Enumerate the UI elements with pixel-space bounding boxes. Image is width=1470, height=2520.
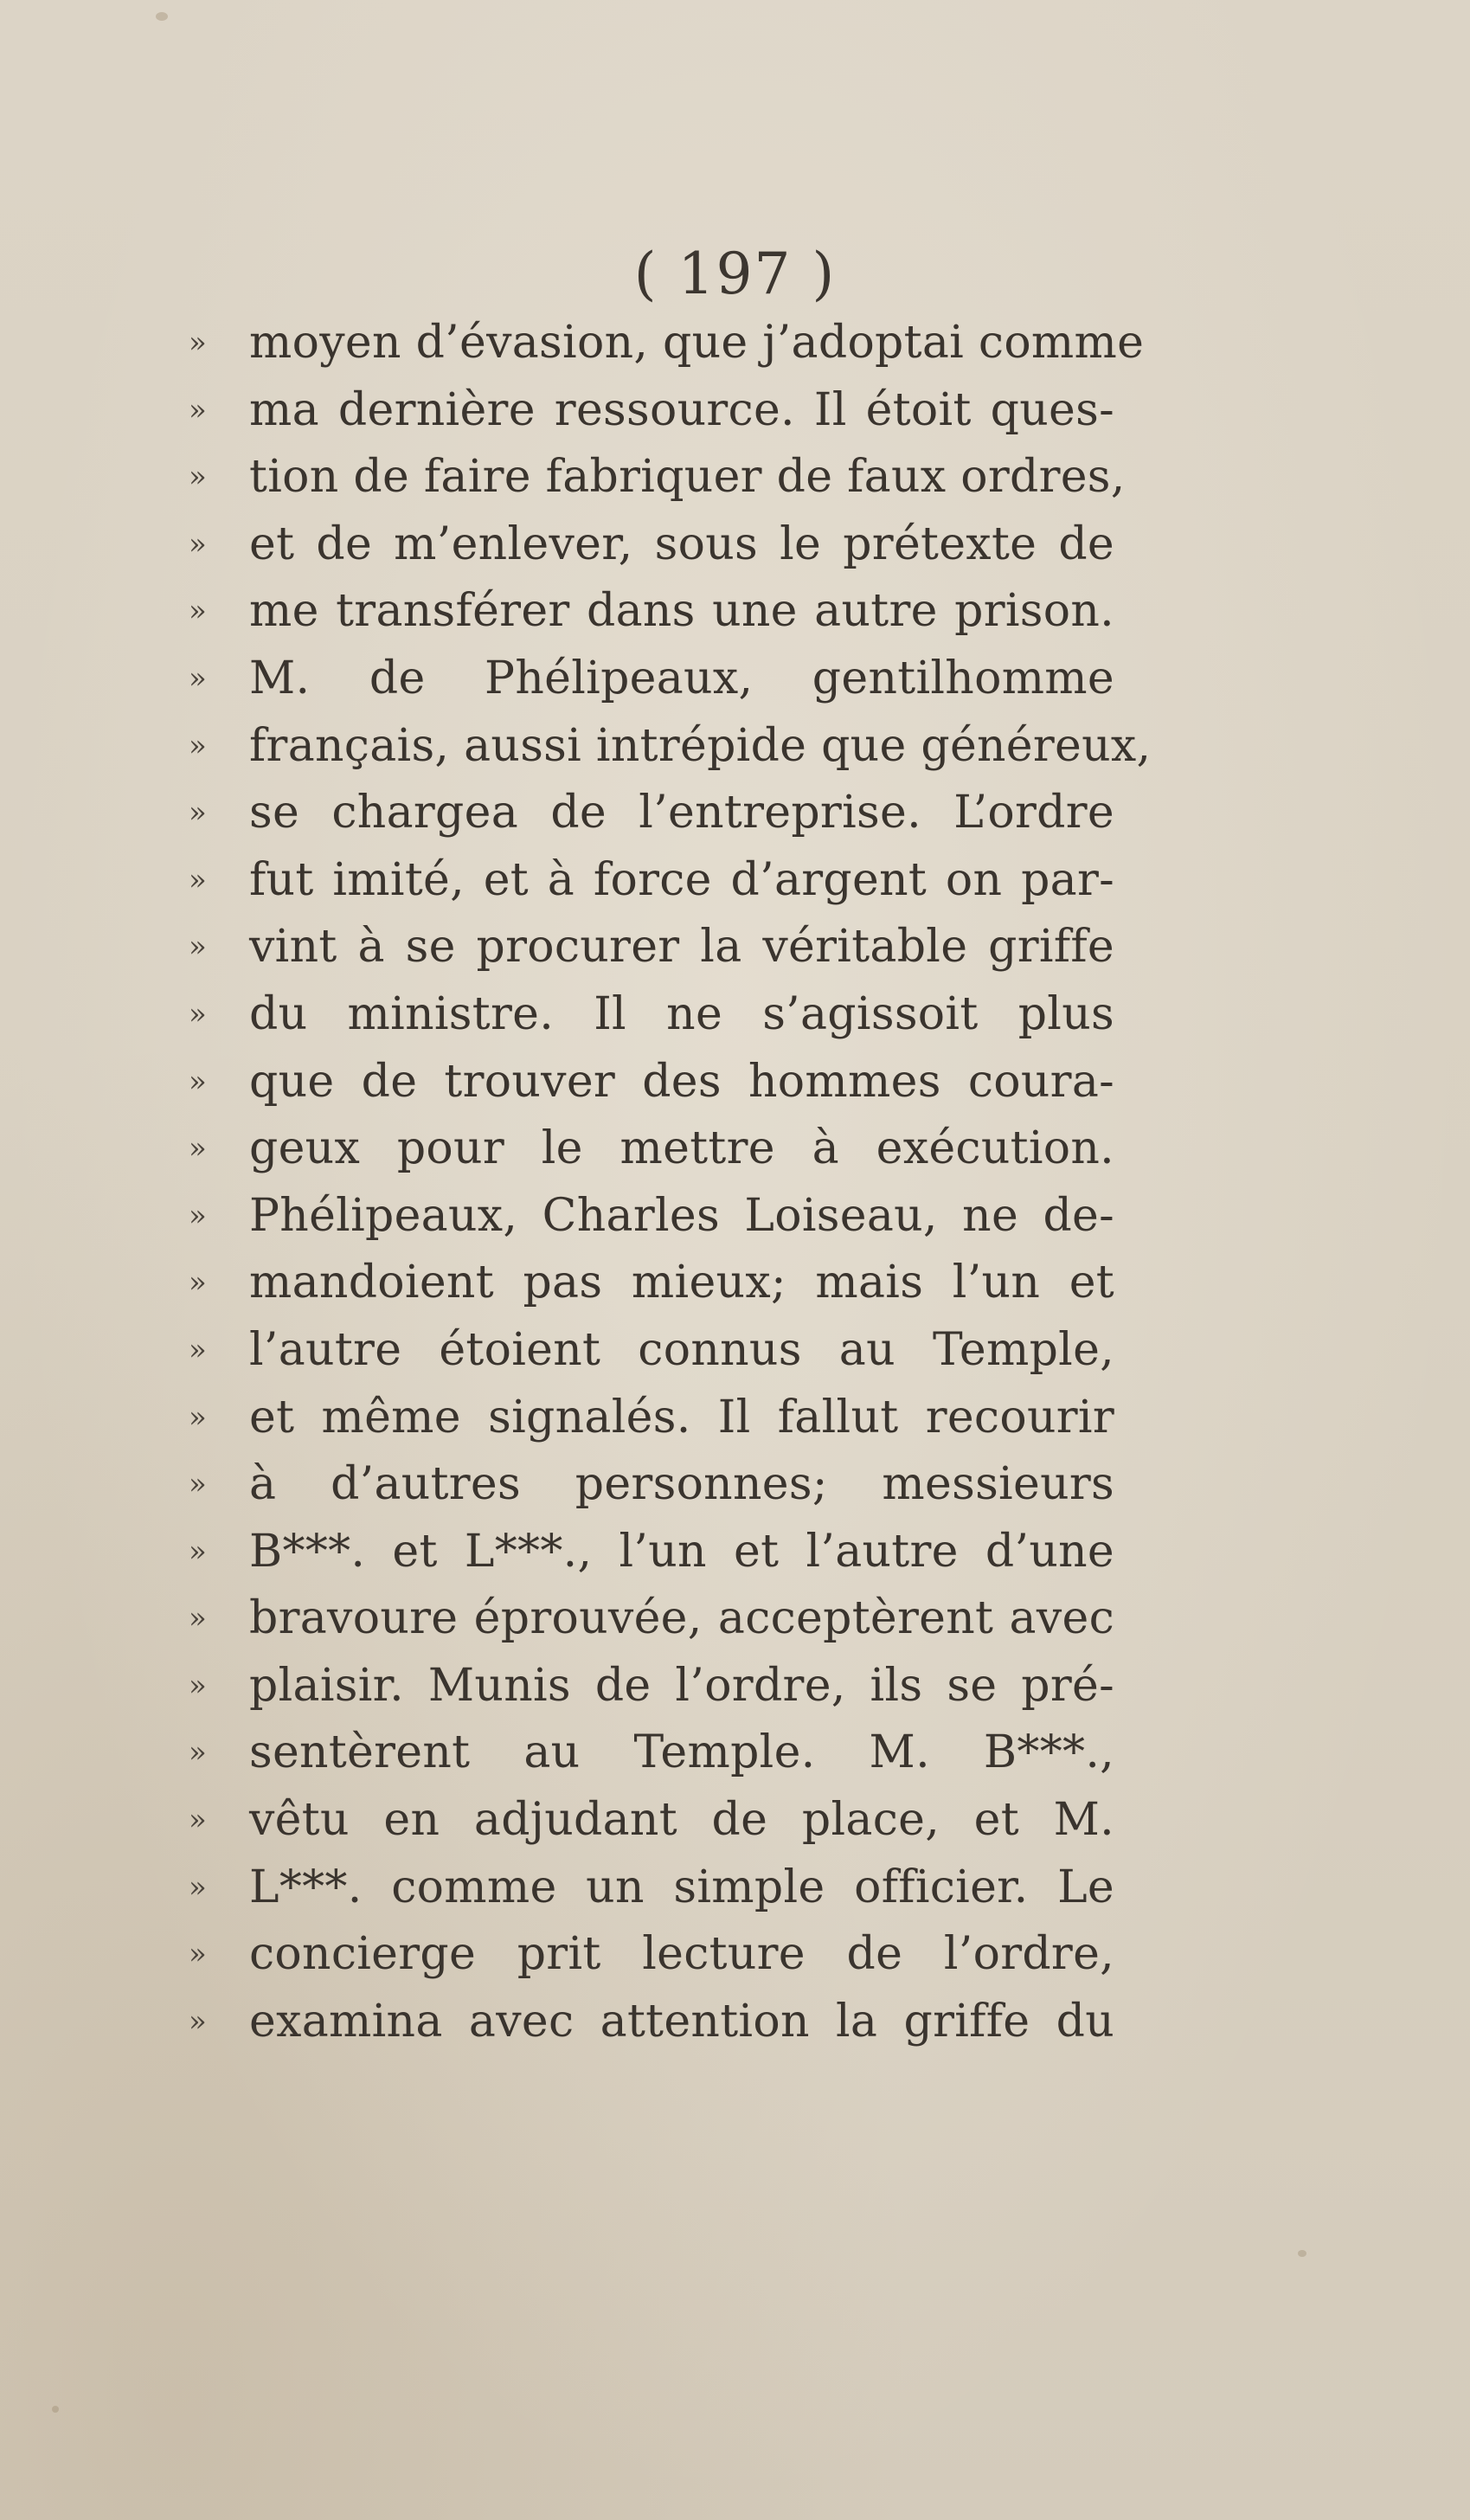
text-line (189, 1385, 1123, 1452)
line-text: tion de faire fabriquer de faux ordres, (249, 451, 1126, 504)
quote-mark: » (189, 325, 207, 360)
quote-mark: » (189, 1668, 207, 1703)
line-text: B***. et L***., l’un et l’autre d’une (249, 1525, 1114, 1578)
paper-stain (156, 12, 168, 21)
quote-mark: » (189, 660, 207, 696)
text-line (189, 1855, 1123, 1922)
line-text: vêtu en adjudant de place, et M. (249, 1794, 1114, 1847)
quote-mark: » (189, 1803, 207, 1838)
text-line (189, 847, 1123, 915)
line-text: M. de Phélipeaux, gentilhomme (249, 652, 1114, 704)
line-text: me transférer dans une autre prison. (249, 585, 1114, 638)
quote-mark: » (189, 1198, 207, 1233)
text-line (189, 1585, 1123, 1653)
quote-mark: » (189, 1735, 207, 1771)
line-text: à d’autres personnes; messieurs (249, 1458, 1114, 1511)
line-text: et de m’enlever, sous le prétexte de (249, 518, 1114, 570)
text-line (189, 1115, 1123, 1183)
quote-mark: » (189, 1265, 207, 1301)
page-number: ( 197 ) (633, 241, 837, 307)
quote-mark: » (189, 526, 207, 562)
line-text: examina avec attention la griffe du (249, 1995, 1114, 2048)
quote-mark: » (189, 1937, 207, 1972)
text-line (189, 578, 1123, 646)
line-text: moyen d’évasion, que j’adoptai comme (249, 317, 1145, 369)
text-line (189, 1720, 1123, 1787)
line-text: sentèrent au Temple. M. B***., (249, 1726, 1114, 1779)
line-text: se chargea de l’entreprise. L’ordre (249, 787, 1114, 839)
quote-mark: » (189, 2003, 207, 2039)
line-text: Phélipeaux, Charles Loiseau, ne de- (249, 1189, 1114, 1242)
quote-mark: » (189, 929, 207, 965)
line-text: que de trouver des hommes coura- (249, 1055, 1114, 1108)
quote-mark: » (189, 1601, 207, 1636)
line-text: bravoure éprouvée, acceptèrent avec (249, 1592, 1114, 1645)
quote-mark: » (189, 996, 207, 1032)
text-line (189, 310, 1145, 377)
text-line (189, 981, 1123, 1049)
line-text: du ministre. Il ne s’agissoit plus (249, 987, 1114, 1040)
line-text: geux pour le mettre à exécution. (249, 1122, 1114, 1175)
text-line (189, 1451, 1123, 1519)
text-line (189, 1049, 1123, 1116)
quote-mark: » (189, 1869, 207, 1905)
paper-stain (1298, 2250, 1306, 2257)
quote-mark: » (189, 1332, 207, 1367)
text-line (189, 444, 1126, 511)
quote-mark: » (189, 1533, 207, 1569)
quote-mark: » (189, 728, 207, 763)
text-line (189, 511, 1123, 579)
quote-mark: » (189, 392, 207, 428)
quote-mark: » (189, 594, 207, 629)
quote-mark: » (189, 1399, 207, 1435)
quote-mark: » (189, 460, 207, 495)
text-line (189, 1787, 1123, 1855)
text-line (189, 914, 1123, 981)
text-line (189, 1183, 1123, 1250)
line-text: fut imité, et à force d’argent on par- (249, 853, 1114, 906)
line-text: L***. comme un simple officier. Le (249, 1861, 1114, 1913)
text-line (189, 1519, 1123, 1586)
quote-mark: » (189, 1064, 207, 1099)
line-text: mandoient pas mieux; mais l’un et (249, 1257, 1114, 1309)
line-text: français, aussi intrépide que généreux, (249, 719, 1152, 772)
text-line (189, 780, 1123, 847)
text-line (189, 377, 1123, 445)
quote-mark: » (189, 795, 207, 831)
text-line (189, 1250, 1123, 1317)
quote-mark: » (189, 1131, 207, 1167)
text-line (189, 646, 1123, 713)
text-line (189, 1921, 1123, 1989)
quote-mark: » (189, 1467, 207, 1502)
quote-mark: » (189, 862, 207, 897)
line-text: concierge prit lecture de l’ordre, (249, 1928, 1114, 1981)
text-line (189, 1989, 1123, 2056)
line-text: l’autre étoient connus au Temple, (249, 1323, 1114, 1376)
text-line (189, 1317, 1123, 1385)
text-line (189, 1653, 1123, 1720)
line-text: vint à se procurer la véritable griffe (249, 921, 1114, 974)
text-line (189, 713, 1152, 781)
line-text: plaisir. Munis de l’ordre, ils se pré- (249, 1659, 1114, 1712)
paper-stain (52, 2406, 59, 2413)
line-text: et même signalés. Il fallut recourir (249, 1391, 1114, 1443)
body-text (189, 310, 1152, 2055)
line-text: ma dernière ressource. Il étoit ques- (249, 383, 1114, 436)
